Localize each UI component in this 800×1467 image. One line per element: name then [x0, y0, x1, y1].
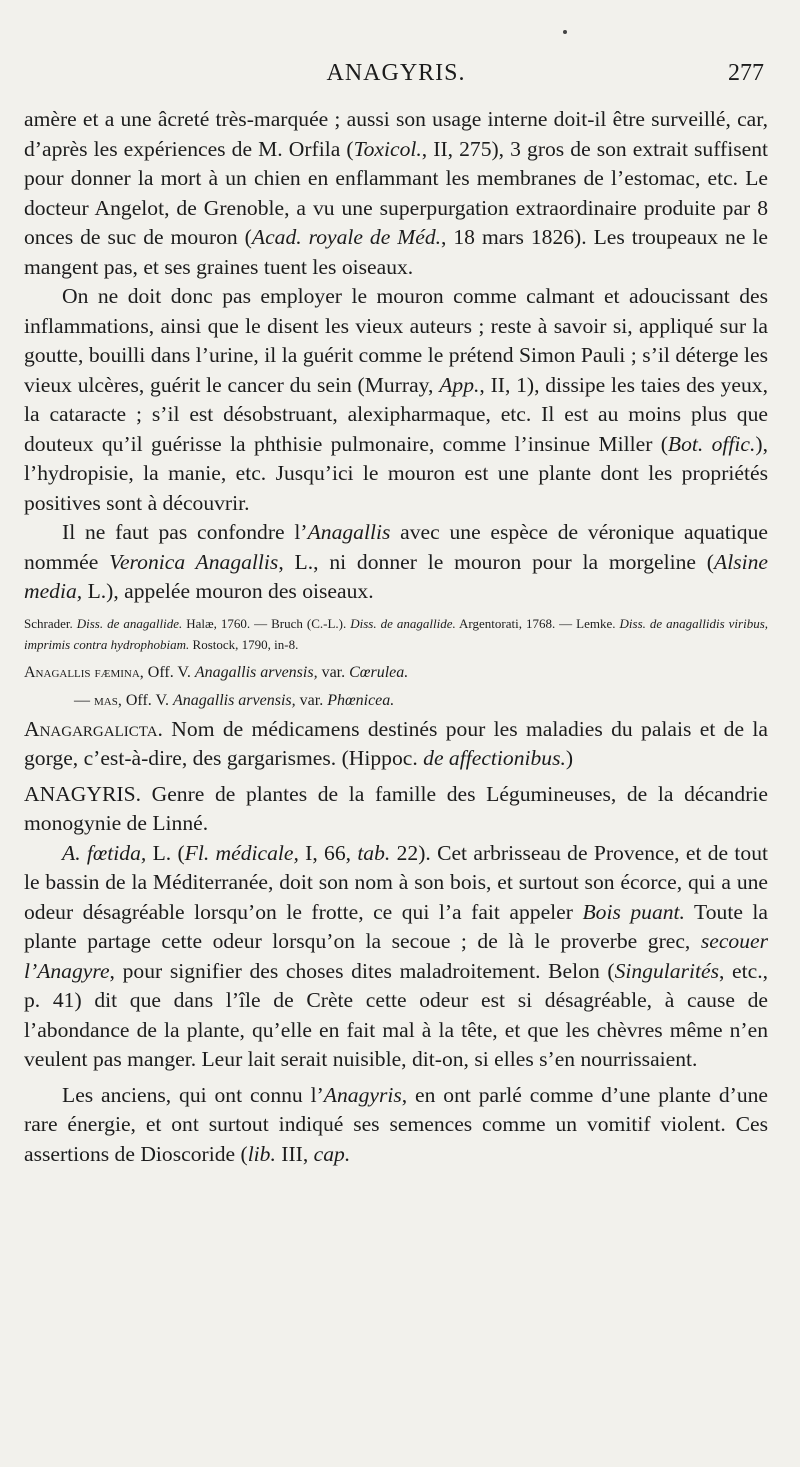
- text-run: , 18 mars 1826). Les troupeaux ne le mangent pas, et ses graines tuent les oiseaux.: [24, 225, 768, 279]
- text-run: , II, 1), dissipe les taies des yeux, la cataracte ; s’il est désobstruant, alexipharmaque, etc. Il est au moins plus que douteux qu’il guérisse la phthisie pulmonaire, comme l’insinue Miller (: [24, 372, 768, 456]
- italic-run: Phœnicea.: [327, 691, 395, 709]
- text-run: var.: [295, 691, 328, 709]
- entry-headword: Anagallis fæmina,: [24, 663, 144, 681]
- page-number: 277: [728, 60, 764, 86]
- italic-run: Cœrulea.: [349, 663, 409, 681]
- entry-anagallis-faemina: [24, 659, 768, 687]
- italic-run: Bois puant.: [582, 899, 685, 924]
- paragraph-anagyris-foetida: [24, 839, 768, 1075]
- running-title: ANAGYRIS.: [326, 60, 466, 86]
- paragraph-anciens: [24, 1081, 768, 1170]
- text-run: avec une espèce de véronique aquatique nommée: [24, 520, 768, 574]
- page-body: [24, 105, 768, 1169]
- text-run: 22). Cet arbrisseau de Provence, et de tout le bassin de la Méditerranée, doit son nom à son bois, et surtout son écorce, qui a une odeur désagréable lorsqu’on le frotte, ce qui l’a fait appeler: [24, 840, 769, 924]
- text-run: Toute la plante partage cette odeur lorsqu’on la secoue ; de là le proverbe grec,: [24, 899, 768, 953]
- bibliography-note: [24, 613, 768, 655]
- italic-run: de affectionibus.: [423, 746, 566, 770]
- text-run: , II, 275), 3 gros de son extrait suffisent pour donner la mort à un chien en enflammant les membranes de l’estomac, etc. Le docteur Angelot, de Grenoble, a vu une superpurgation extraordinaire produite par 8 onces de suc de mouron (: [24, 136, 768, 249]
- italic-run: Alsine media,: [24, 549, 768, 603]
- italic-run: secouer l’Anagyre: [24, 929, 768, 983]
- italic-run: Anagyris: [323, 1082, 402, 1107]
- text-run: I, 66,: [298, 840, 358, 865]
- italic-run: cap.: [313, 1141, 351, 1166]
- italic-run: tab.: [357, 840, 391, 865]
- text-run: amère et a une âcreté très-marquée ; aussi son usage interne doit-il être surveillé, car, d’après les expériences de M. Orfila (: [24, 107, 768, 161]
- text-run: Off. V.: [121, 691, 173, 709]
- text-run: L.), appelée mouron des oiseaux.: [82, 579, 374, 603]
- italic-run: Veronica Anagallis: [109, 549, 279, 574]
- text-run: On ne doit donc pas employer le mouron comme calmant et adoucissant des inflammations, ainsi que le disent les vieux auteurs ; reste à savoir si, appliqué sur la goutte, bouilli dans l’urine, il la guérit comme le prétend Simon Pauli ; s’il déterge les vieux ulcères, guérit le cancer du sein (Murray,: [24, 284, 768, 397]
- paragraph-1: [24, 105, 768, 282]
- italic-run: Acad. royale de Méd.: [251, 225, 442, 249]
- text-run: Genre de plantes de la famille des Légumineuses, de la décandrie monogynie de Linné.: [24, 781, 768, 835]
- paragraph-2: [24, 282, 768, 518]
- entry-headword: Anagargalicta.: [24, 716, 163, 741]
- italic-run: Anagallis arvensis,: [194, 663, 318, 681]
- text-run: ), l’hydropisie, la manie, etc. Jusqu’ici le mouron est une plante dont les propriétés positives sont à découvrir.: [24, 431, 768, 515]
- text-run: , L., ni donner le mouron pour la morgeline (: [278, 549, 714, 574]
- text-run: Argentorati, 1768. — Lemke.: [455, 615, 620, 631]
- text-run: —: [74, 691, 94, 709]
- text-run: Off. V.: [143, 663, 195, 681]
- italic-run: Fl. médicale,: [184, 840, 299, 865]
- entry-headword: ANAGYRIS.: [24, 781, 141, 806]
- italic-run: Anagallis: [307, 520, 391, 544]
- text-run: L. (: [146, 840, 185, 865]
- italic-run: A. fœtida,: [62, 840, 147, 865]
- text-run: Nom de médicamens destinés pour les maladies du palais et de la gorge, c’est-à-dire, des gargarismes. (Hippoc.: [24, 716, 768, 770]
- entry-anagallis-mas: [24, 687, 768, 715]
- text-run: , pour signifier des choses dites maladroitement. Belon (: [109, 958, 615, 983]
- text-run: III,: [275, 1141, 314, 1166]
- entry-headword: mas,: [94, 691, 122, 709]
- text-run: Halæ, 1760. — Bruch (C.-L.).: [182, 615, 351, 631]
- text-run: , en ont parlé comme d’une plante d’une rare énergie, et ont surtout indiqué ses semences comme un vomitif violent. Ces assertions de Dioscoride (: [24, 1082, 768, 1166]
- text-run: Schrader.: [24, 615, 77, 631]
- italic-run: Diss. de anagallide.: [350, 615, 456, 631]
- italic-run: Toxicol.: [353, 136, 422, 161]
- italic-run: lib.: [247, 1141, 276, 1166]
- italic-run: Singularités: [614, 958, 719, 983]
- text-run: Les anciens, qui ont connu l’: [62, 1082, 324, 1107]
- paragraph-3: [24, 518, 768, 607]
- entry-anagargalicta: [24, 715, 768, 774]
- text-run: Rostock, 1790, in-8.: [189, 636, 299, 652]
- ink-dot: [563, 30, 567, 34]
- text-run: ): [565, 746, 574, 770]
- text-run: var.: [317, 663, 350, 681]
- text-run: , etc., p. 41) dit que dans l’île de Crète cette odeur est si désagréable, à cause de l’abondance de la plante, qu’elle en fait mal à la tête, et que les chèvres même n’en veulent pas manger. Leur lait serait nuisible, dit-on, si elles s’en nourrissaient.: [24, 958, 768, 1071]
- page-header: [28, 60, 764, 96]
- entry-anagyris: [24, 780, 768, 839]
- italic-run: Diss. de anagallidis viribus, imprimis contra hydrophobiam.: [24, 615, 769, 652]
- italic-run: App.: [439, 372, 480, 397]
- text-run: Il ne faut pas confondre l’: [62, 520, 308, 544]
- italic-run: Diss. de anagallide.: [76, 615, 183, 631]
- italic-run: Anagallis arvensis,: [172, 691, 296, 709]
- italic-run: Bot. offic.: [667, 431, 756, 456]
